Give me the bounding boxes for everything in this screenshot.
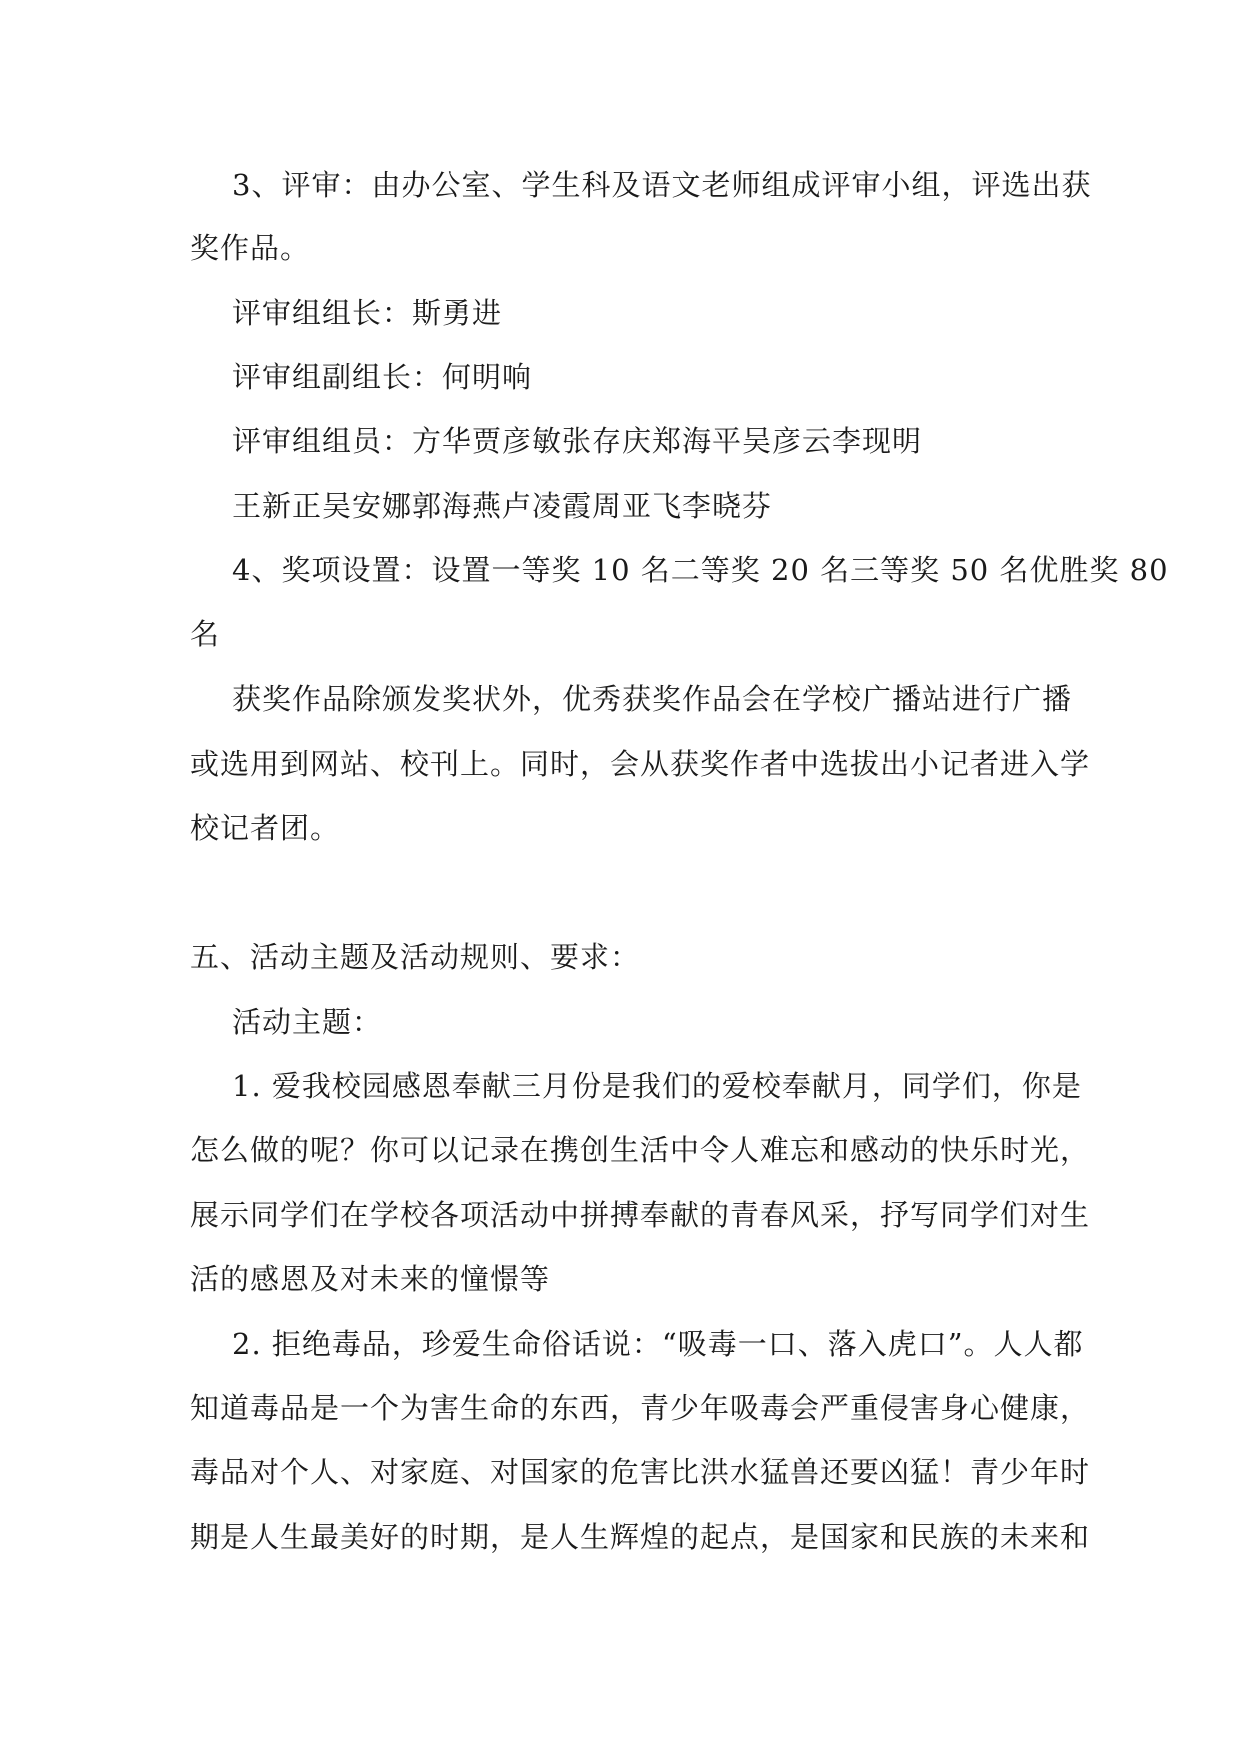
paragraph-line: 活动主题： [232, 1005, 383, 1039]
paragraph-line: 1. 爱我校园感恩奉献三月份是我们的爱校奉献月，同学们，你是 [232, 1069, 1082, 1103]
paragraph-line: 名 [190, 617, 221, 651]
paragraph-line: 活的感恩及对未来的憧憬等 [190, 1262, 551, 1296]
paragraph-line: 知道毒品是一个为害生命的东西，青少年吸毒会严重侵害身心健康， [190, 1391, 1091, 1425]
paragraph-line: 评审组副组长：何明响 [232, 360, 533, 394]
paragraph-line: 评审组组长：斯勇进 [232, 296, 503, 330]
paragraph-line: 校记者团。 [190, 811, 341, 845]
paragraph-line: 3、评审：由办公室、学生科及语文老师组成评审小组，评选出获 [232, 168, 1092, 202]
paragraph-line: 2. 拒绝毒品，珍爱生命俗话说：“吸毒一口、落入虎口”。人人都 [232, 1327, 1084, 1361]
paragraph-line: 怎么做的呢？你可以记录在携创生活中令人难忘和感动的快乐时光， [190, 1133, 1091, 1167]
section-heading: 五、活动主题及活动规则、要求： [190, 940, 641, 974]
paragraph-line: 毒品对个人、对家庭、对国家的危害比洪水猛兽还要凶猛！青少年时 [190, 1455, 1091, 1489]
paragraph-line: 奖作品。 [190, 231, 311, 265]
paragraph-line: 评审组组员：方华贾彦敏张存庆郑海平吴彦云李现明 [232, 424, 923, 458]
paragraph-line: 王新正吴安娜郭海燕卢凌霞周亚飞李晓芬 [232, 489, 773, 523]
paragraph-line: 获奖作品除颁发奖状外，优秀获奖作品会在学校广播站进行广播 [232, 682, 1073, 716]
paragraph-line: 4、奖项设置：设置一等奖 10 名二等奖 20 名三等奖 50 名优胜奖 80 [232, 553, 1169, 587]
paragraph-line: 期是人生最美好的时期，是人生辉煌的起点，是国家和民族的未来和 [190, 1520, 1091, 1554]
paragraph-line: 或选用到网站、校刊上。同时，会从获奖作者中选拔出小记者进入学 [190, 747, 1091, 781]
paragraph-line: 展示同学们在学校各项活动中拼搏奉献的青春风采，抒写同学们对生 [190, 1198, 1091, 1232]
